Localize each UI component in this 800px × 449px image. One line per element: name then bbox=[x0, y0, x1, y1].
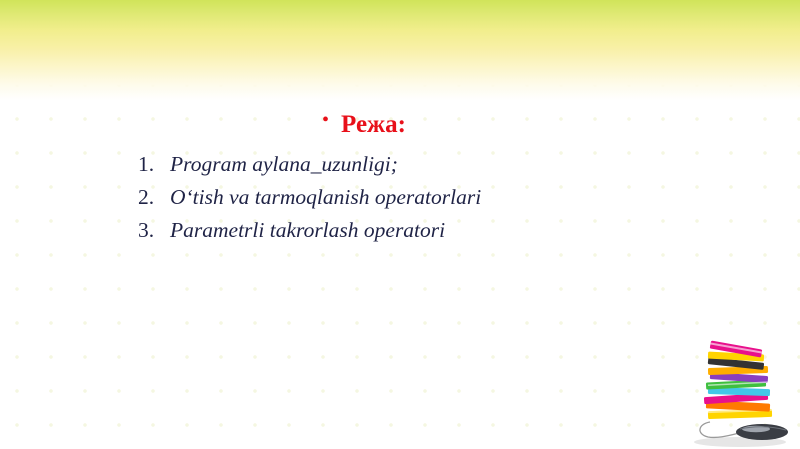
item-number: 2. bbox=[138, 185, 155, 209]
slide-heading bbox=[322, 108, 406, 142]
list-item bbox=[138, 148, 481, 181]
book-stack-with-mouse-icon bbox=[690, 338, 800, 449]
heading-text: Режа: bbox=[341, 111, 407, 138]
list-item bbox=[138, 181, 481, 214]
list-item bbox=[138, 214, 481, 247]
agenda-list bbox=[138, 148, 481, 247]
item-number: 1. bbox=[138, 152, 155, 176]
item-text: Program aylana_uzunligi; bbox=[170, 152, 398, 176]
header-gradient-band bbox=[0, 0, 800, 100]
bullet-icon: • bbox=[322, 109, 330, 131]
item-number: 3. bbox=[138, 218, 155, 242]
item-text: Parametrli takrorlash operatori bbox=[170, 218, 446, 242]
item-text: O‘tish va tarmoqlanish operatorlari bbox=[170, 185, 482, 209]
